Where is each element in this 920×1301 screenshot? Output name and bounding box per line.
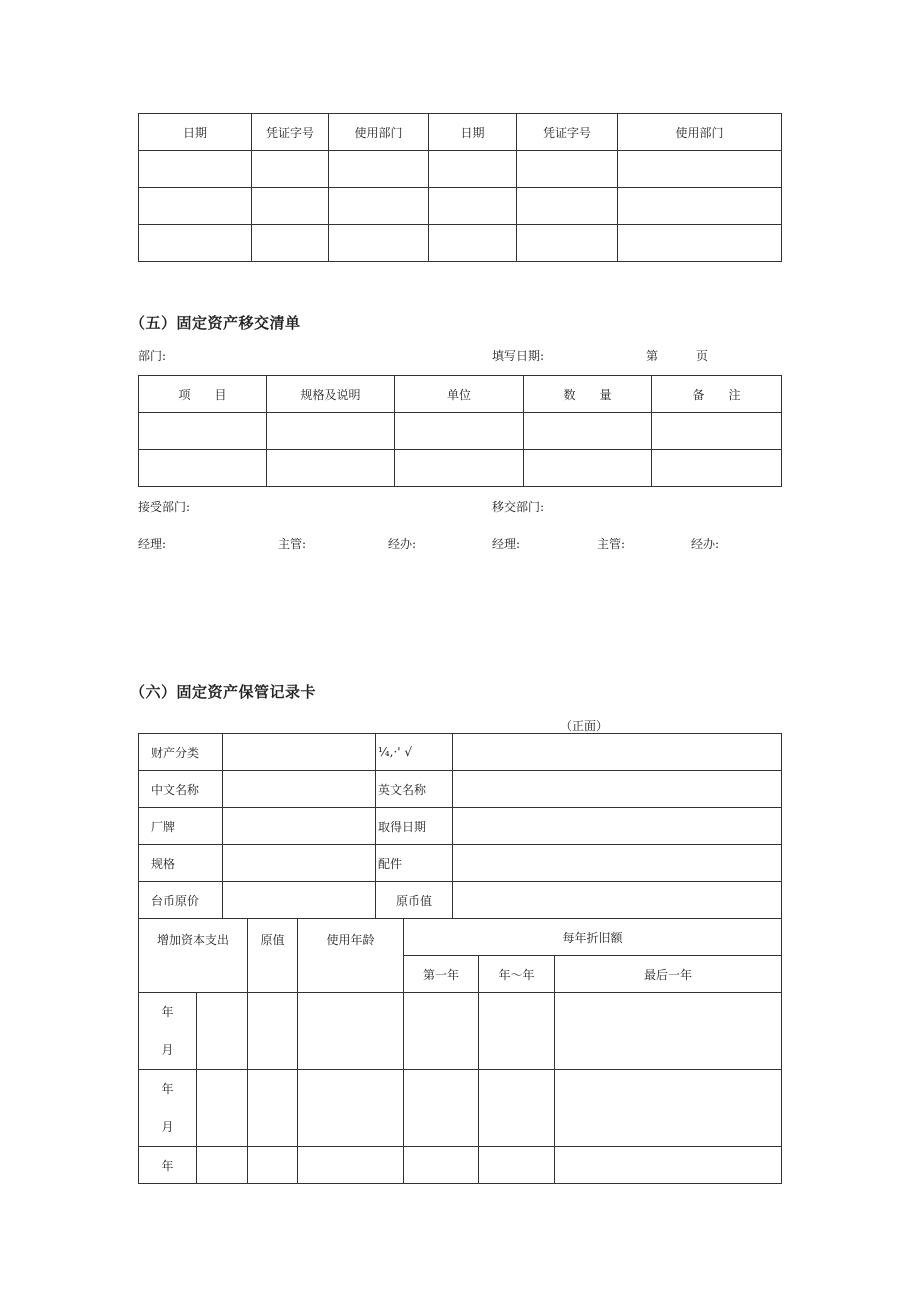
year-char: 年 [139, 1147, 197, 1184]
transfer-list-table [138, 375, 782, 487]
page-label-prefix: 第 [646, 349, 659, 363]
signature-handler-2: 经办: [691, 537, 720, 551]
header-item: 项 目 [139, 376, 267, 413]
field-english-name [453, 771, 782, 808]
label-brand: 厂牌 [139, 808, 223, 845]
front-side-label: （正面） [560, 719, 609, 733]
header-year-range: 年～年 [479, 956, 555, 993]
header-capex: 增加资本支出 [139, 919, 248, 993]
year-month-cell [139, 993, 197, 1070]
signature-handler-1: 经办: [388, 537, 417, 551]
header-spec: 规格及说明 [267, 376, 395, 413]
header-quantity: 数 量 [524, 376, 652, 413]
signature-manager-2: 经理: [492, 537, 521, 551]
header-annual-depreciation: 每年折旧额 [404, 919, 782, 956]
label-acquisition-date: 取得日期 [376, 808, 453, 845]
signature-supervisor-2: 主管: [597, 537, 626, 551]
year-month-cell [139, 1070, 197, 1147]
header-department-1: 使用部门 [329, 114, 429, 151]
custody-info-table [138, 733, 782, 919]
custody-card-title: （六）固定资产保管记录卡 [130, 683, 317, 701]
year-char: 年 [161, 1082, 174, 1096]
signature-supervisor-1: 主管: [278, 537, 307, 551]
label-garbled-field: ¼,·' √ [376, 734, 453, 771]
table-row [139, 993, 782, 1070]
header-original-value: 原值 [248, 919, 298, 993]
label-chinese-name: 中文名称 [139, 771, 223, 808]
label-accessories: 配件 [376, 845, 453, 882]
header-date-2: 日期 [429, 114, 517, 151]
fill-date-label: 填写日期: [492, 349, 545, 363]
header-department-2: 使用部门 [618, 114, 782, 151]
depreciation-table [138, 918, 782, 1184]
header-voucher-no-1: 凭证字号 [252, 114, 329, 151]
header-remark: 备 注 [652, 376, 782, 413]
field-chinese-name [223, 771, 376, 808]
table-row [139, 151, 782, 188]
voucher-table [138, 113, 782, 262]
label-specification: 规格 [139, 845, 223, 882]
header-last-year: 最后一年 [555, 956, 782, 993]
month-char: 月 [161, 1120, 174, 1134]
table-row [139, 450, 782, 487]
field-original-currency-value [453, 882, 782, 919]
header-date-1: 日期 [139, 114, 252, 151]
table-row [139, 1070, 782, 1147]
table-row [139, 225, 782, 262]
table-row [139, 413, 782, 450]
field-brand [223, 808, 376, 845]
label-asset-category: 财产分类 [139, 734, 223, 771]
month-char: 月 [161, 1043, 174, 1057]
field-acquisition-date [453, 808, 782, 845]
field-twd-original-price [223, 882, 376, 919]
label-original-currency-value: 原币值 [376, 882, 453, 919]
field-asset-category [223, 734, 376, 771]
header-first-year: 第一年 [404, 956, 479, 993]
label-twd-original-price: 台币原价 [139, 882, 223, 919]
department-label: 部门: [138, 349, 167, 363]
year-char: 年 [161, 1005, 174, 1019]
header-voucher-no-2: 凭证字号 [517, 114, 618, 151]
transfer-dept-label: 移交部门: [492, 500, 545, 514]
signature-manager-1: 经理: [138, 537, 167, 551]
header-unit: 单位 [395, 376, 524, 413]
table-row [139, 188, 782, 225]
page-label-suffix: 页 [696, 349, 709, 363]
header-useful-life: 使用年龄 [298, 919, 404, 993]
transfer-list-title: （五）固定资产移交清单 [130, 314, 301, 332]
receiving-dept-label: 接受部门: [138, 500, 191, 514]
field-specification [223, 845, 376, 882]
field-garbled [453, 734, 782, 771]
label-english-name: 英文名称 [376, 771, 453, 808]
table-row [139, 1147, 782, 1184]
field-accessories [453, 845, 782, 882]
